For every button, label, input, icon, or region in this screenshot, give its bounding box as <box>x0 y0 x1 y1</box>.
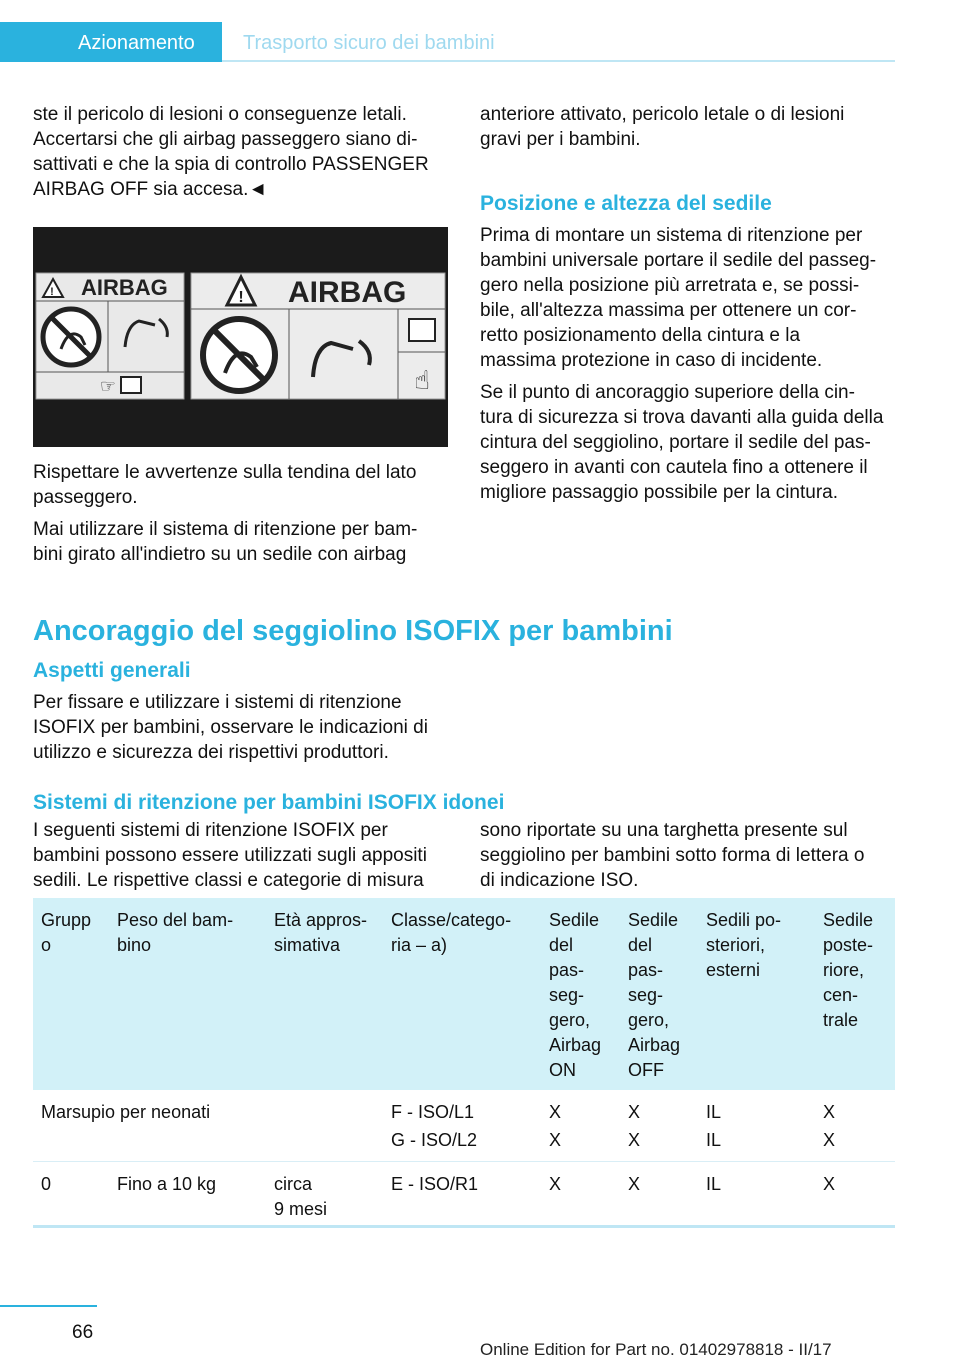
cell-airbag-on: X <box>549 1174 562 1194</box>
cell-age: circa 9 mesi <box>274 1174 328 1219</box>
text-line: gero nella posizione più arretrata e, se possi- <box>480 275 860 296</box>
airbag-warning-label-image <box>33 227 448 447</box>
airbag-large-text: AIRBAG <box>288 276 407 309</box>
edition-footer: Online Edition for Part no. 01402978818 - II/17 <box>480 1340 832 1359</box>
svg-text:!: ! <box>50 286 54 298</box>
header-age: Età appros- simativa <box>274 910 368 955</box>
cell-group: 0 <box>41 1174 52 1194</box>
header-rear-outer: Sedili po- steriori, esterni <box>706 910 782 980</box>
table-row <box>33 1162 895 1228</box>
text-line: bini girato all'indietro su un sedile con airbag <box>33 544 407 565</box>
text-line: retto posizionamento della cintura e la <box>480 325 801 346</box>
header-rear-center: Sedile poste- riore, cen- trale <box>823 910 874 1030</box>
pointing-hand-icon: ☞ <box>99 376 117 397</box>
right-intro-paragraph <box>480 102 900 152</box>
text-line: anteriore attivato, pericolo letale o di lesioni <box>480 104 845 125</box>
text-line: gravi per i bambini. <box>480 129 641 150</box>
text-line: Prima di montare un sistema di ritenzione per <box>480 225 863 246</box>
text-line: sattivati e che la spia di controllo PASSENGER <box>33 154 429 175</box>
cell-rear-center: X X <box>823 1102 836 1150</box>
text-line: ste il pericolo di lesioni o conseguenze letali. <box>33 104 407 125</box>
cell-rear-outer: IL <box>706 1174 722 1194</box>
text-line: migliore passaggio possibile per la cintura. <box>480 482 839 503</box>
text-line: Rispettare le avvertenze sulla tendina del lato <box>33 462 417 483</box>
cell-class: E - ISO/R1 <box>391 1174 479 1194</box>
text-line: di indicazione ISO. <box>480 870 639 891</box>
header-airbag-off: Sedile del pas- seg- gero, Airbag OFF <box>628 910 681 1080</box>
right-paragraph-2 <box>480 380 900 505</box>
manual-book-icon <box>409 319 435 341</box>
cell-class: F - ISO/L1 G - ISO/L2 <box>391 1102 478 1150</box>
text-line: sono riportate su una targhetta presente sul <box>480 820 848 841</box>
isofix-section-title: Ancoraggio del seggiolino ISOFIX per bambini <box>33 615 673 647</box>
header-weight: Peso del bam- bino <box>117 910 234 955</box>
cell-airbag-off: X <box>628 1174 641 1194</box>
table-header <box>33 898 895 1090</box>
text-line: AIRBAG OFF sia accesa.◄ <box>33 179 268 200</box>
cell-weight: Fino a 10 kg <box>117 1174 217 1194</box>
section-tab: Azionamento <box>0 22 222 62</box>
suitable-systems-left-paragraph <box>33 818 473 893</box>
text-line: utilizzo e sicurezza dei rispettivi produttori. <box>33 742 389 763</box>
airbag-small-text: AIRBAG <box>81 275 168 300</box>
running-header <box>0 22 895 64</box>
text-line: Mai utilizzare il sistema di ritenzione per bam- <box>33 519 418 540</box>
cell-rear-center: X <box>823 1174 836 1194</box>
text-line: bambini possono essere utilizzati sugli appositi <box>33 845 427 866</box>
cell-airbag-off: X X <box>628 1102 641 1150</box>
subsection-title: Trasporto sicuro dei bambini <box>243 32 495 54</box>
text-line: Per fissare e utilizzare i sistemi di ritenzione <box>33 692 402 713</box>
cell-rear-outer: IL IL <box>706 1102 722 1150</box>
page-number: 66 <box>72 1322 94 1343</box>
text-line: Accertarsi che gli airbag passeggero siano di- <box>33 129 418 150</box>
left-paragraph-2 <box>33 517 453 567</box>
general-aspects-heading: Aspetti generali <box>33 659 191 682</box>
airbag-label-illustration <box>33 227 448 447</box>
text-line: Se il punto di ancoraggio superiore della cin- <box>480 382 855 403</box>
cell-airbag-on: X X <box>549 1102 562 1150</box>
text-line: massima protezione in caso di incidente. <box>480 350 823 371</box>
right-paragraph-1 <box>480 223 900 373</box>
text-line: passeggero. <box>33 487 138 508</box>
suitable-systems-right-paragraph <box>480 818 900 893</box>
text-line: sedili. Le rispettive classi e categorie di misura <box>33 870 424 891</box>
seat-position-heading: Posizione e altezza del sedile <box>480 192 772 215</box>
pointing-hand-icon: ☝ <box>414 366 430 396</box>
suitable-systems-heading: Sistemi di ritenzione per bambini ISOFIX idonei <box>33 791 505 814</box>
left-intro-paragraph <box>33 102 453 202</box>
text-line: seggero in avanti con cautela fino a ottenere il <box>480 457 868 478</box>
table-row <box>33 1090 895 1162</box>
text-line: ISOFIX per bambini, osservare le indicazioni di <box>33 717 428 738</box>
manual-book-icon <box>121 377 141 393</box>
svg-text:!: ! <box>238 289 244 306</box>
text-line: I seguenti sistemi di ritenzione ISOFIX per <box>33 820 388 841</box>
text-line: cintura del seggiolino, portare il sedile del pas- <box>480 432 871 453</box>
general-aspects-paragraph <box>33 690 473 765</box>
text-line: bambini universale portare il sedile del passeg- <box>480 250 877 271</box>
text-line: tura di sicurezza si trova davanti alla guida della <box>480 407 884 428</box>
text-line: bile, all'altezza massima per ottenere un cor- <box>480 300 857 321</box>
text-line: seggiolino per bambini sotto forma di lettera o <box>480 845 865 866</box>
left-paragraph-1 <box>33 460 453 510</box>
isofix-table <box>33 898 895 1228</box>
header-class: Classe/catego- ria – a) <box>391 910 512 955</box>
footer-divider <box>0 1305 97 1307</box>
cell-group: Marsupio per neonati <box>41 1102 211 1122</box>
header-divider <box>222 60 895 62</box>
header-airbag-on: Sedile del pas- seg- gero, Airbag ON <box>549 910 602 1080</box>
header-group: Grupp o <box>41 910 92 955</box>
